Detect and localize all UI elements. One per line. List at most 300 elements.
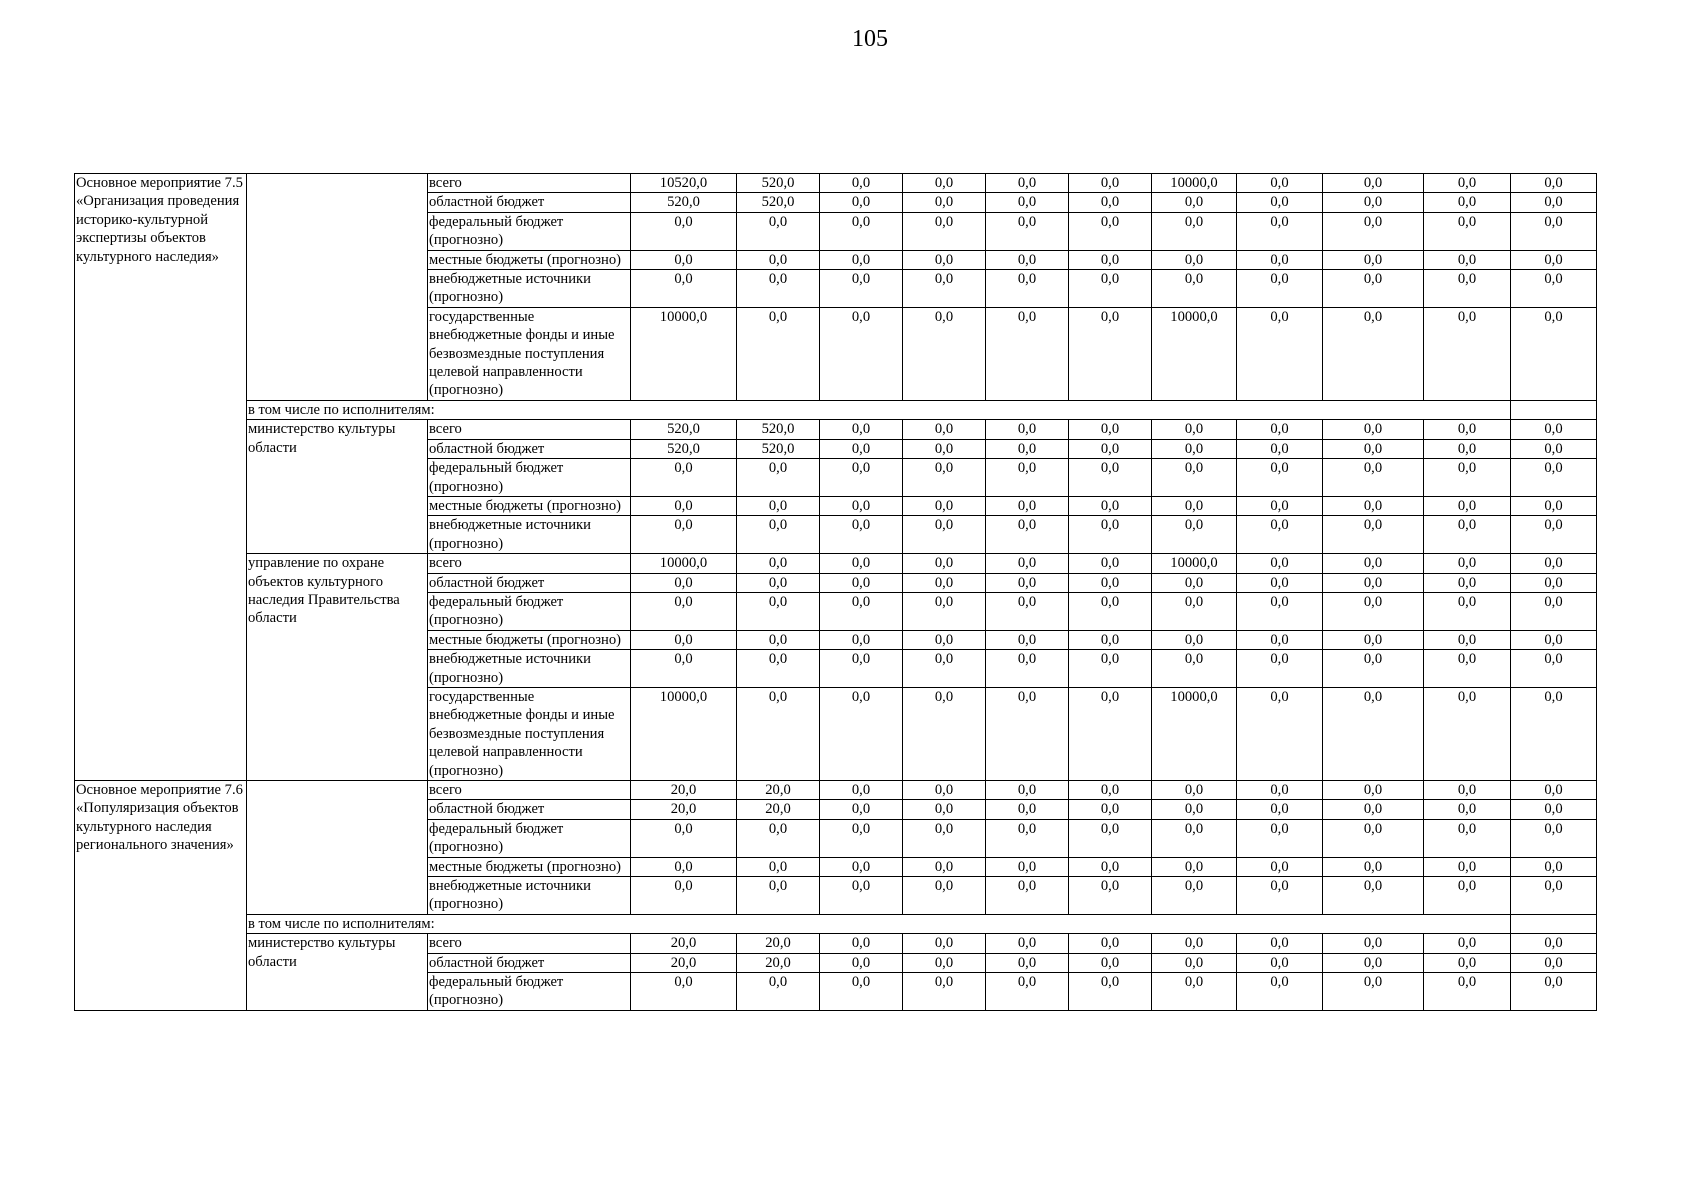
amount-cell: 0,0 xyxy=(1323,592,1424,630)
funding-source-cell: всего xyxy=(428,420,631,439)
amount-cell: 10000,0 xyxy=(1152,687,1237,780)
amount-cell: 0,0 xyxy=(1424,687,1511,780)
amount-cell: 0,0 xyxy=(1511,800,1597,819)
amount-cell: 0,0 xyxy=(1511,212,1597,250)
amount-cell: 0,0 xyxy=(903,420,986,439)
amount-cell: 0,0 xyxy=(1069,953,1152,972)
funding-source-cell: федеральный бюджет (прогнозно) xyxy=(428,459,631,497)
amount-cell: 0,0 xyxy=(1323,650,1424,688)
amount-cell: 0,0 xyxy=(903,174,986,193)
amount-cell: 0,0 xyxy=(903,877,986,915)
amount-cell: 0,0 xyxy=(1424,250,1511,269)
amount-cell: 0,0 xyxy=(1511,420,1597,439)
amount-cell: 0,0 xyxy=(986,270,1069,308)
amount-cell: 0,0 xyxy=(1152,420,1237,439)
amount-cell: 0,0 xyxy=(1323,420,1424,439)
amount-cell: 0,0 xyxy=(986,212,1069,250)
amount-cell: 0,0 xyxy=(986,877,1069,915)
amount-cell: 0,0 xyxy=(820,307,903,400)
executor-cell xyxy=(247,174,428,401)
amount-cell: 0,0 xyxy=(737,212,820,250)
amount-cell: 0,0 xyxy=(1237,250,1323,269)
amount-cell: 0,0 xyxy=(1069,857,1152,876)
amount-cell: 10000,0 xyxy=(631,307,737,400)
amount-cell: 0,0 xyxy=(1152,630,1237,649)
amount-cell: 0,0 xyxy=(820,877,903,915)
amount-cell: 0,0 xyxy=(737,270,820,308)
amount-cell: 10000,0 xyxy=(1152,307,1237,400)
amount-cell: 0,0 xyxy=(986,307,1069,400)
amount-cell: 0,0 xyxy=(1511,554,1597,573)
amount-cell: 0,0 xyxy=(1152,439,1237,458)
amount-cell: 0,0 xyxy=(1237,174,1323,193)
amount-cell: 0,0 xyxy=(1323,307,1424,400)
funding-source-cell: федеральный бюджет (прогнозно) xyxy=(428,973,631,1011)
amount-cell: 0,0 xyxy=(1511,459,1597,497)
amount-cell: 0,0 xyxy=(903,270,986,308)
amount-cell: 0,0 xyxy=(986,592,1069,630)
amount-cell: 0,0 xyxy=(1424,573,1511,592)
amount-cell: 0,0 xyxy=(903,193,986,212)
funding-source-cell: всего xyxy=(428,934,631,953)
amount-cell: 0,0 xyxy=(1511,819,1597,857)
amount-cell: 0,0 xyxy=(737,554,820,573)
amount-cell: 0,0 xyxy=(986,496,1069,515)
funding-source-cell: внебюджетные источники (прогнозно) xyxy=(428,877,631,915)
amount-cell: 0,0 xyxy=(1069,174,1152,193)
funding-source-cell: областной бюджет xyxy=(428,573,631,592)
amount-cell: 0,0 xyxy=(1152,650,1237,688)
amount-cell: 0,0 xyxy=(820,212,903,250)
amount-cell: 0,0 xyxy=(1237,877,1323,915)
amount-cell: 0,0 xyxy=(903,781,986,800)
amount-cell: 0,0 xyxy=(986,573,1069,592)
amount-cell: 0,0 xyxy=(1323,877,1424,915)
amount-cell: 0,0 xyxy=(903,496,986,515)
amount-cell: 0,0 xyxy=(903,650,986,688)
executor-cell xyxy=(247,781,428,915)
amount-cell: 0,0 xyxy=(1511,687,1597,780)
amount-cell: 0,0 xyxy=(903,630,986,649)
amount-cell: 0,0 xyxy=(1424,212,1511,250)
amount-cell: 0,0 xyxy=(1237,307,1323,400)
amount-cell: 0,0 xyxy=(1069,516,1152,554)
amount-cell: 0,0 xyxy=(820,592,903,630)
amount-cell: 0,0 xyxy=(1323,630,1424,649)
table-row xyxy=(75,420,1597,439)
amount-cell: 0,0 xyxy=(1424,953,1511,972)
amount-cell: 0,0 xyxy=(820,573,903,592)
amount-cell: 0,0 xyxy=(1323,953,1424,972)
amount-cell: 0,0 xyxy=(1069,630,1152,649)
amount-cell: 0,0 xyxy=(986,857,1069,876)
amount-cell: 0,0 xyxy=(1424,592,1511,630)
amount-cell: 0,0 xyxy=(820,250,903,269)
funding-source-cell: внебюджетные источники (прогнозно) xyxy=(428,516,631,554)
amount-cell: 0,0 xyxy=(1152,212,1237,250)
amount-cell: 0,0 xyxy=(1069,934,1152,953)
amount-cell: 0,0 xyxy=(1237,212,1323,250)
amount-cell: 0,0 xyxy=(631,270,737,308)
amount-cell: 0,0 xyxy=(903,857,986,876)
amount-cell: 0,0 xyxy=(631,250,737,269)
amount-cell: 0,0 xyxy=(1323,800,1424,819)
amount-cell: 0,0 xyxy=(820,973,903,1011)
amount-cell: 0,0 xyxy=(903,573,986,592)
amount-cell: 0,0 xyxy=(1152,592,1237,630)
amount-cell: 0,0 xyxy=(1323,439,1424,458)
amount-cell: 0,0 xyxy=(1069,270,1152,308)
amount-cell: 0,0 xyxy=(1424,420,1511,439)
amount-cell: 0,0 xyxy=(1152,516,1237,554)
amount-cell: 0,0 xyxy=(1237,439,1323,458)
amount-cell: 0,0 xyxy=(1323,973,1424,1011)
amount-cell: 0,0 xyxy=(820,270,903,308)
amount-cell: 0,0 xyxy=(1237,819,1323,857)
amount-cell: 0,0 xyxy=(903,439,986,458)
amount-cell: 0,0 xyxy=(986,687,1069,780)
amount-cell: 0,0 xyxy=(1323,459,1424,497)
amount-cell: 0,0 xyxy=(986,174,1069,193)
amount-cell: 0,0 xyxy=(820,934,903,953)
amount-cell: 0,0 xyxy=(1323,819,1424,857)
funding-source-cell: всего xyxy=(428,174,631,193)
amount-cell: 0,0 xyxy=(737,459,820,497)
amount-cell: 0,0 xyxy=(1152,496,1237,515)
executors-subheader-row xyxy=(75,914,1597,933)
table-row xyxy=(75,554,1597,573)
funding-source-cell: федеральный бюджет (прогнозно) xyxy=(428,212,631,250)
amount-cell: 0,0 xyxy=(903,250,986,269)
amount-cell: 520,0 xyxy=(631,420,737,439)
amount-cell: 0,0 xyxy=(820,953,903,972)
amount-cell: 0,0 xyxy=(1237,496,1323,515)
amount-cell: 520,0 xyxy=(737,420,820,439)
amount-cell: 0,0 xyxy=(1069,554,1152,573)
amount-cell: 0,0 xyxy=(737,496,820,515)
amount-cell: 0,0 xyxy=(1511,573,1597,592)
amount-cell: 0,0 xyxy=(1511,193,1597,212)
amount-cell: 0,0 xyxy=(986,934,1069,953)
amount-cell: 0,0 xyxy=(737,650,820,688)
amount-cell: 0,0 xyxy=(820,439,903,458)
amount-cell: 0,0 xyxy=(986,630,1069,649)
amount-cell: 0,0 xyxy=(1069,781,1152,800)
amount-cell: 0,0 xyxy=(1424,496,1511,515)
amount-cell: 0,0 xyxy=(631,857,737,876)
amount-cell: 20,0 xyxy=(737,953,820,972)
amount-cell: 0,0 xyxy=(1237,554,1323,573)
amount-cell: 0,0 xyxy=(1511,270,1597,308)
amount-cell: 10000,0 xyxy=(1152,174,1237,193)
amount-cell: 0,0 xyxy=(1069,212,1152,250)
amount-cell: 0,0 xyxy=(1069,439,1152,458)
amount-cell: 0,0 xyxy=(631,573,737,592)
amount-cell: 0,0 xyxy=(1237,973,1323,1011)
amount-cell: 0,0 xyxy=(903,516,986,554)
amount-cell: 0,0 xyxy=(1237,459,1323,497)
amount-cell: 20,0 xyxy=(631,781,737,800)
amount-cell: 0,0 xyxy=(1237,857,1323,876)
amount-cell: 0,0 xyxy=(820,554,903,573)
amount-cell: 0,0 xyxy=(1237,934,1323,953)
amount-cell: 0,0 xyxy=(1069,573,1152,592)
amount-cell: 20,0 xyxy=(737,781,820,800)
amount-cell: 0,0 xyxy=(820,687,903,780)
amount-cell: 20,0 xyxy=(631,934,737,953)
amount-cell: 0,0 xyxy=(903,819,986,857)
amount-cell: 0,0 xyxy=(1424,270,1511,308)
amount-cell: 0,0 xyxy=(1069,592,1152,630)
amount-cell: 0,0 xyxy=(1152,934,1237,953)
amount-cell: 0,0 xyxy=(631,516,737,554)
amount-cell: 0,0 xyxy=(986,439,1069,458)
amount-cell: 0,0 xyxy=(737,877,820,915)
amount-cell: 0,0 xyxy=(1511,174,1597,193)
amount-cell: 0,0 xyxy=(903,554,986,573)
amount-cell: 520,0 xyxy=(631,439,737,458)
amount-cell: 0,0 xyxy=(1152,800,1237,819)
amount-cell: 0,0 xyxy=(1237,516,1323,554)
amount-cell: 0,0 xyxy=(631,877,737,915)
empty-cell xyxy=(1511,914,1597,933)
amount-cell: 0,0 xyxy=(986,819,1069,857)
amount-cell: 0,0 xyxy=(903,592,986,630)
amount-cell: 0,0 xyxy=(737,819,820,857)
amount-cell: 0,0 xyxy=(1237,592,1323,630)
amount-cell: 0,0 xyxy=(1069,307,1152,400)
amount-cell: 0,0 xyxy=(986,973,1069,1011)
event-name-cell: Основное мероприятие 7.5 «Организация проведения историко-культурной экспертизы объектов культурного наследия» xyxy=(75,174,247,781)
amount-cell: 0,0 xyxy=(1152,193,1237,212)
amount-cell: 0,0 xyxy=(1323,857,1424,876)
amount-cell: 0,0 xyxy=(1152,270,1237,308)
amount-cell: 0,0 xyxy=(1237,420,1323,439)
amount-cell: 0,0 xyxy=(631,650,737,688)
funding-source-cell: областной бюджет xyxy=(428,193,631,212)
amount-cell: 0,0 xyxy=(1424,973,1511,1011)
amount-cell: 0,0 xyxy=(631,212,737,250)
amount-cell: 0,0 xyxy=(1323,516,1424,554)
amount-cell: 0,0 xyxy=(986,516,1069,554)
amount-cell: 0,0 xyxy=(903,212,986,250)
amount-cell: 0,0 xyxy=(1069,877,1152,915)
executors-subheader: в том числе по исполнителям: xyxy=(247,400,1511,419)
amount-cell: 0,0 xyxy=(1424,650,1511,688)
amount-cell: 0,0 xyxy=(1511,934,1597,953)
amount-cell: 0,0 xyxy=(1069,420,1152,439)
funding-source-cell: федеральный бюджет (прогнозно) xyxy=(428,819,631,857)
amount-cell: 0,0 xyxy=(1237,573,1323,592)
funding-source-cell: государственные внебюджетные фонды и иные безвозмездные поступления целевой направленности (прогнозно) xyxy=(428,687,631,780)
executors-subheader: в том числе по исполнителям: xyxy=(247,914,1511,933)
amount-cell: 0,0 xyxy=(1323,496,1424,515)
amount-cell: 0,0 xyxy=(737,687,820,780)
amount-cell: 0,0 xyxy=(1511,650,1597,688)
executor-cell: министерство культуры области xyxy=(247,934,428,1011)
amount-cell: 0,0 xyxy=(1323,193,1424,212)
amount-cell: 0,0 xyxy=(986,650,1069,688)
amount-cell: 0,0 xyxy=(1511,953,1597,972)
amount-cell: 0,0 xyxy=(986,800,1069,819)
funding-source-cell: местные бюджеты (прогнозно) xyxy=(428,496,631,515)
amount-cell: 0,0 xyxy=(1069,800,1152,819)
amount-cell: 0,0 xyxy=(1323,554,1424,573)
amount-cell: 10000,0 xyxy=(631,554,737,573)
amount-cell: 0,0 xyxy=(1237,650,1323,688)
amount-cell: 0,0 xyxy=(1323,250,1424,269)
amount-cell: 0,0 xyxy=(631,496,737,515)
amount-cell: 0,0 xyxy=(1511,439,1597,458)
amount-cell: 0,0 xyxy=(820,174,903,193)
amount-cell: 0,0 xyxy=(820,496,903,515)
funding-source-cell: областной бюджет xyxy=(428,953,631,972)
funding-source-cell: местные бюджеты (прогнозно) xyxy=(428,630,631,649)
table-row xyxy=(75,934,1597,953)
amount-cell: 0,0 xyxy=(1511,516,1597,554)
amount-cell: 0,0 xyxy=(1424,174,1511,193)
amount-cell: 20,0 xyxy=(631,800,737,819)
executor-cell: министерство культуры области xyxy=(247,420,428,554)
amount-cell: 0,0 xyxy=(737,516,820,554)
amount-cell: 0,0 xyxy=(1424,877,1511,915)
amount-cell: 10520,0 xyxy=(631,174,737,193)
amount-cell: 0,0 xyxy=(1511,250,1597,269)
amount-cell: 0,0 xyxy=(1237,781,1323,800)
amount-cell: 0,0 xyxy=(1237,953,1323,972)
amount-cell: 0,0 xyxy=(1237,270,1323,308)
amount-cell: 0,0 xyxy=(1069,459,1152,497)
amount-cell: 0,0 xyxy=(1424,934,1511,953)
amount-cell: 0,0 xyxy=(1424,781,1511,800)
amount-cell: 0,0 xyxy=(903,687,986,780)
amount-cell: 0,0 xyxy=(1152,573,1237,592)
amount-cell: 0,0 xyxy=(631,819,737,857)
amount-cell: 0,0 xyxy=(1152,250,1237,269)
amount-cell: 0,0 xyxy=(1511,877,1597,915)
table-body xyxy=(75,174,1597,1011)
amount-cell: 0,0 xyxy=(737,592,820,630)
amount-cell: 0,0 xyxy=(1152,819,1237,857)
amount-cell: 0,0 xyxy=(1237,630,1323,649)
funding-source-cell: всего xyxy=(428,781,631,800)
amount-cell: 0,0 xyxy=(903,307,986,400)
executors-subheader-row xyxy=(75,400,1597,419)
amount-cell: 0,0 xyxy=(1511,307,1597,400)
amount-cell: 0,0 xyxy=(1069,250,1152,269)
amount-cell: 0,0 xyxy=(903,800,986,819)
amount-cell: 0,0 xyxy=(820,630,903,649)
amount-cell: 0,0 xyxy=(986,193,1069,212)
amount-cell: 0,0 xyxy=(820,800,903,819)
funding-source-cell: внебюджетные источники (прогнозно) xyxy=(428,270,631,308)
empty-cell xyxy=(1511,400,1597,419)
amount-cell: 0,0 xyxy=(1424,800,1511,819)
amount-cell: 0,0 xyxy=(903,973,986,1011)
amount-cell: 0,0 xyxy=(820,193,903,212)
amount-cell: 10000,0 xyxy=(1152,554,1237,573)
funding-source-cell: областной бюджет xyxy=(428,800,631,819)
amount-cell: 0,0 xyxy=(1152,459,1237,497)
amount-cell: 0,0 xyxy=(1511,781,1597,800)
amount-cell: 0,0 xyxy=(737,630,820,649)
table-row xyxy=(75,174,1597,193)
amount-cell: 0,0 xyxy=(1237,193,1323,212)
amount-cell: 0,0 xyxy=(1511,592,1597,630)
amount-cell: 0,0 xyxy=(1424,857,1511,876)
amount-cell: 0,0 xyxy=(631,973,737,1011)
amount-cell: 0,0 xyxy=(903,459,986,497)
amount-cell: 0,0 xyxy=(1237,687,1323,780)
amount-cell: 520,0 xyxy=(737,439,820,458)
amount-cell: 0,0 xyxy=(737,250,820,269)
amount-cell: 0,0 xyxy=(820,420,903,439)
amount-cell: 520,0 xyxy=(737,193,820,212)
amount-cell: 0,0 xyxy=(631,630,737,649)
amount-cell: 0,0 xyxy=(1424,307,1511,400)
amount-cell: 0,0 xyxy=(986,420,1069,439)
funding-source-cell: федеральный бюджет (прогнозно) xyxy=(428,592,631,630)
amount-cell: 0,0 xyxy=(820,650,903,688)
amount-cell: 0,0 xyxy=(631,459,737,497)
amount-cell: 0,0 xyxy=(1424,516,1511,554)
amount-cell: 0,0 xyxy=(1069,650,1152,688)
amount-cell: 0,0 xyxy=(820,781,903,800)
amount-cell: 0,0 xyxy=(1424,439,1511,458)
funding-source-cell: местные бюджеты (прогнозно) xyxy=(428,857,631,876)
amount-cell: 0,0 xyxy=(1511,857,1597,876)
amount-cell: 20,0 xyxy=(631,953,737,972)
event-name-cell: Основное мероприятие 7.6 «Популяризация объектов культурного наследия регионального значения» xyxy=(75,781,247,1011)
amount-cell: 0,0 xyxy=(1069,687,1152,780)
amount-cell: 0,0 xyxy=(1069,973,1152,1011)
amount-cell: 0,0 xyxy=(1323,934,1424,953)
funding-source-cell: государственные внебюджетные фонды и иные безвозмездные поступления целевой направленности (прогнозно) xyxy=(428,307,631,400)
amount-cell: 20,0 xyxy=(737,934,820,953)
amount-cell: 520,0 xyxy=(631,193,737,212)
executor-cell: управление по охране объектов культурного наследия Правительства области xyxy=(247,554,428,781)
amount-cell: 0,0 xyxy=(1237,800,1323,819)
funding-source-cell: всего xyxy=(428,554,631,573)
amount-cell: 0,0 xyxy=(820,857,903,876)
amount-cell: 0,0 xyxy=(1511,496,1597,515)
funding-source-cell: внебюджетные источники (прогнозно) xyxy=(428,650,631,688)
amount-cell: 0,0 xyxy=(903,953,986,972)
amount-cell: 0,0 xyxy=(1323,270,1424,308)
amount-cell: 0,0 xyxy=(820,516,903,554)
amount-cell: 0,0 xyxy=(1069,193,1152,212)
amount-cell: 0,0 xyxy=(1424,193,1511,212)
amount-cell: 0,0 xyxy=(986,250,1069,269)
amount-cell: 0,0 xyxy=(1152,857,1237,876)
amount-cell: 0,0 xyxy=(737,307,820,400)
amount-cell: 0,0 xyxy=(1511,630,1597,649)
amount-cell: 0,0 xyxy=(1424,554,1511,573)
amount-cell: 0,0 xyxy=(737,857,820,876)
amount-cell: 0,0 xyxy=(1323,174,1424,193)
table-row xyxy=(75,781,1597,800)
amount-cell: 0,0 xyxy=(1069,819,1152,857)
amount-cell: 10000,0 xyxy=(631,687,737,780)
amount-cell: 0,0 xyxy=(820,819,903,857)
amount-cell: 0,0 xyxy=(1424,459,1511,497)
amount-cell: 0,0 xyxy=(631,592,737,630)
amount-cell: 0,0 xyxy=(903,934,986,953)
amount-cell: 0,0 xyxy=(986,953,1069,972)
amount-cell: 20,0 xyxy=(737,800,820,819)
amount-cell: 0,0 xyxy=(1152,781,1237,800)
amount-cell: 0,0 xyxy=(820,459,903,497)
